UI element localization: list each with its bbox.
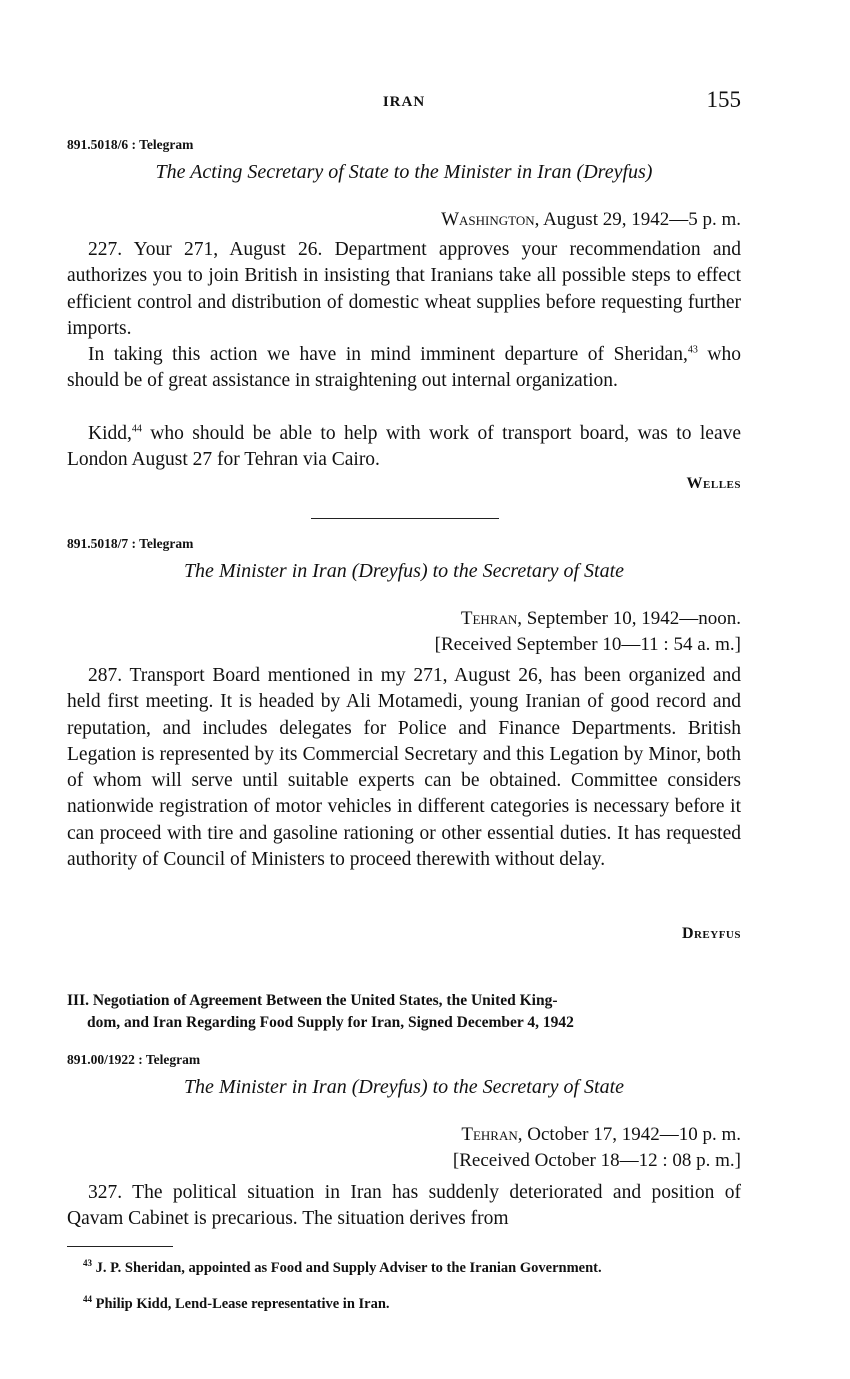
dateline-place: Tehran — [460, 608, 518, 629]
dateline-date: , September 10, 1942—noon. — [517, 608, 741, 629]
dateline — [441, 209, 741, 231]
footnote-text: J. P. Sheridan, appointed as Food and Supply Adviser to the Iranian Government. — [95, 1260, 602, 1276]
paragraph-text: who should be of great assistance in straightening out internal organization. — [67, 344, 742, 392]
paragraph-text: Kidd, — [88, 423, 132, 444]
footnote-rule — [67, 1246, 173, 1247]
footnote-text: Philip Kidd, Lend-Lease representative in Iran. — [95, 1296, 390, 1312]
section-heading-line: III. Negotiation of Agreement Between the United States, the United King- — [67, 992, 558, 1009]
paragraph-text: who should be able to help with work of transport board, was to leave London August 27 for Tehran via Cairo. — [67, 423, 742, 471]
footnote-mark: 44 — [83, 1294, 92, 1305]
telegram-paragraph: 227. Your 271, August 26. Department approves your recommendation and authorizes you to join British in insisting that Iranians take all possible steps to effect efficient control and distribution of domestic wheat supplies before requesting further imports. — [67, 239, 741, 339]
footnote-reference: 43 — [687, 344, 698, 356]
document-title: The Minister in Iran (Dreyfus) to the Secretary of State — [183, 560, 625, 582]
document-title: The Acting Secretary of State to the Minister in Iran (Dreyfus) — [155, 161, 653, 183]
paragraph-text: In taking this action we have in mind imminent departure of Sheridan, — [88, 344, 688, 365]
dateline-place: Washington — [441, 209, 535, 230]
running-head — [67, 87, 741, 117]
received-line: [Received September 10—11 : 54 a. m.] — [434, 634, 741, 655]
dateline — [461, 1124, 741, 1146]
footnote-reference: 44 — [131, 423, 142, 435]
telegram-paragraph — [67, 421, 741, 474]
running-head-title: IRAN — [382, 94, 426, 110]
telegram-paragraph — [67, 342, 741, 395]
file-number: 891.5018/6 : Telegram — [67, 137, 194, 152]
received-line: [Received October 18—12 : 08 p. m.] — [452, 1150, 741, 1171]
dateline-place: Tehran — [461, 1124, 518, 1145]
file-number: 891.00/1922 : Telegram — [67, 1052, 201, 1067]
footnote — [67, 1260, 741, 1276]
file-number: 891.5018/7 : Telegram — [67, 536, 194, 551]
section-divider — [311, 518, 499, 519]
signature: Welles — [686, 475, 741, 492]
page-number: 155 — [706, 87, 741, 112]
document-title: The Minister in Iran (Dreyfus) to the Secretary of State — [183, 1076, 625, 1098]
dateline-date: , October 17, 1942—10 p. m. — [517, 1124, 741, 1145]
section-heading — [67, 990, 741, 1034]
telegram-paragraph: 287. Transport Board mentioned in my 271, August 26, has been organized and held first meeting. It is headed by Ali Motamedi, young Iranian of good record and reputation, and includes delegates for Police and Finance Departments. British Legation is represented by its Commercial Secretary and this Legation by Minor, both of whom will serve until suitable experts can be obtained. Committee considers nationwide registration of motor vehicles in different categories is necessary before it can proceed with tire and gasoline rationing or other essential duties. It has requested authority of Council of Ministers to proceed therewith without delay. — [67, 665, 741, 871]
telegram-paragraph: 327. The political situation in Iran has suddenly deteriorated and position of Qavam Cabinet is precarious. The situation derives from — [67, 1182, 741, 1230]
dateline-date: , August 29, 1942—5 p. m. — [534, 209, 741, 230]
signature: Dreyfus — [681, 925, 741, 942]
section-heading-line: dom, and Iran Regarding Food Supply for Iran, Signed December 4, 1942 — [87, 1014, 574, 1031]
footnote — [67, 1296, 741, 1312]
dateline — [461, 608, 741, 630]
footnote-mark: 43 — [83, 1258, 92, 1269]
